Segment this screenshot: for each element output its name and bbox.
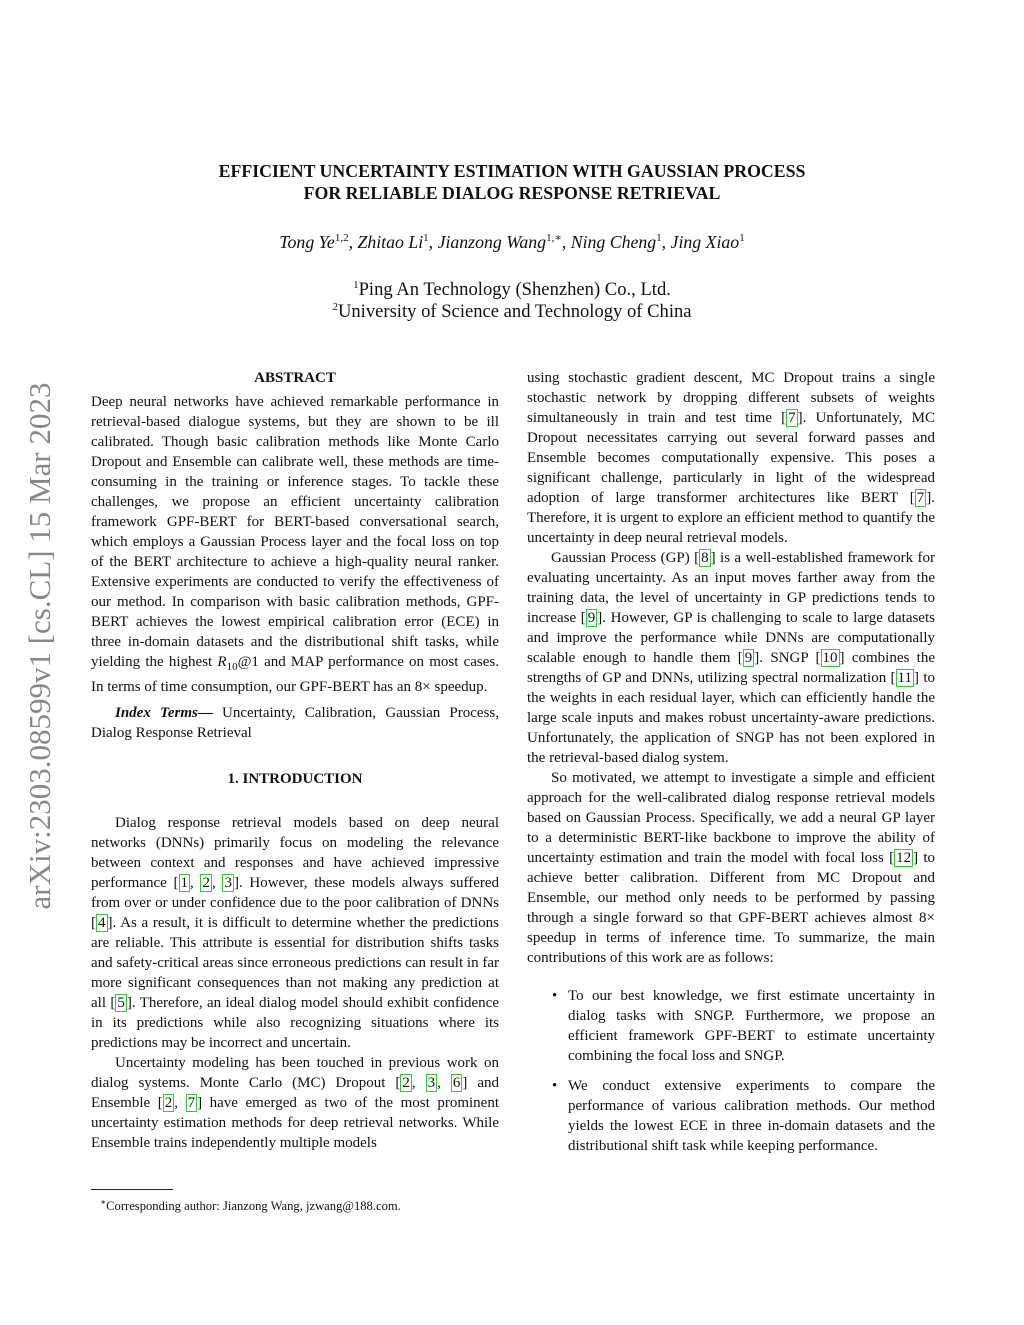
citation-link[interactable]: 7: [788, 410, 796, 426]
text: So motivated, we attempt to investigate a simple and efficient approach for the well-calibrated dialog response retrieval models based on Gaussian Process. Specifically, we add a neural GP layer to a deterministic BERT-like backbone to improve the ability of uncertainty estimation and train the model with focal loss [: [527, 770, 935, 866]
footnote-text: Corresponding author: Jianzong Wang, jzwang@188.com.: [106, 1199, 401, 1214]
citation-link[interactable]: 2: [202, 875, 210, 891]
citation-link[interactable]: 9: [587, 610, 596, 626]
contribution-item: [527, 986, 935, 1066]
title-line-1: EFFICIENT UNCERTAINTY ESTIMATION WITH GAUSSIAN PROCESS: [218, 161, 806, 181]
abstract-text: @1 and MAP performance on most cases. In terms of time consumption, our GPF-BERT has an 8× speedup.: [91, 654, 500, 695]
bullet-icon: •: [552, 988, 558, 1004]
citation-link[interactable]: 3: [427, 1075, 436, 1091]
index-terms-text: Uncertainty, Calibration, Gaussian Process, Dialog Response Retrieval: [91, 705, 499, 741]
text: Gaussian Process (GP) [: [551, 550, 700, 566]
text: using stochastic gradient descent, MC Dropout trains a single stochastic network by dropping different subsets of weights simultaneously in train and test time [: [527, 370, 935, 426]
author-affil-mark: 1: [423, 232, 429, 244]
text: ]. As a result, it is difficult to determine whether the predictions are reliable. This attribute is essential for distribution shifts tasks and safety-critical areas since erroneous predictions can result in far more significant consequences than not making any prediction at all [: [91, 915, 499, 1011]
left-column: [91, 368, 499, 1153]
citation-link[interactable]: 12: [896, 850, 912, 866]
text: ] is a well-established framework for evaluating uncertainty. As an input moves farther away from the training data, the level of uncertainty in GP predictions tends to increase [: [527, 550, 935, 626]
text: ]. Therefore, it is urgent to explore an efficient method to quantify the uncertainty in deep neural retrieval models.: [527, 490, 935, 546]
affiliation: [0, 301, 1024, 323]
author-name: Jing Xiao: [670, 231, 740, 252]
citation-link[interactable]: 4: [98, 915, 106, 931]
citation-link[interactable]: 3: [224, 875, 232, 891]
contribution-list: [527, 986, 935, 1156]
text: ]. Unfortunately, MC Dropout necessitates carrying out several forward passes and Ensemble becomes computationally expensive. This poses a significant challenge, particularly in light of the widespread adoption of large transformer architectures like BERT [: [527, 410, 935, 506]
text: ] to achieve better calibration. Different from MC Dropout and Ensemble, our method only needs to be performed by passing through a single forward so that GPF-BERT achieves almost 8× speedup in terms of inference time. To summarize, the main contributions of this work are as follows:: [527, 850, 935, 966]
footnote: [100, 1194, 401, 1214]
citation-link[interactable]: 11: [897, 670, 912, 686]
citation-link[interactable]: 2: [402, 1075, 410, 1091]
arxiv-identifier: arXiv:2303.08599v1 [cs.CL] 15 Mar 2023: [22, 382, 57, 910]
affiliation: [0, 279, 1024, 301]
author-name: Zhitao Li: [357, 231, 424, 252]
citation-link[interactable]: 8: [701, 550, 709, 566]
contribution-text: We conduct extensive experiments to compare the performance of various calibration methods. Our method yields the lowest ECE in three in-domain datasets and the distributional shift task while keeping performance.: [568, 1078, 935, 1154]
math-subscript: 10: [226, 661, 238, 673]
author-name: Jianzong Wang: [437, 231, 547, 252]
author-affil-mark: 1: [739, 232, 745, 244]
body-paragraph: [527, 368, 935, 548]
index-terms: [91, 703, 499, 743]
text: ] to the weights in each residual layer, which can efficiently handle the large scale inputs and makes robust uncertainty-aware predictions. Unfortunately, the application of SNGP has not been explored in the retrieval-based dialog system.: [527, 670, 935, 766]
text: Uncertainty modeling has been touched in previous work on dialog systems. Monte Carlo (MC) Dropout [: [91, 1055, 499, 1091]
paper-title: [0, 160, 1024, 204]
text: ] combines the strengths of GP and DNNs, utilizing spectral normalization [: [527, 650, 935, 686]
author-name: Ning Cheng: [570, 231, 657, 252]
citation-link[interactable]: 7: [916, 490, 925, 506]
intro-paragraph: Uncertainty modeling has been touched in previous work on dialog systems. Monte Carlo (MC) Dropout [ 2 , 3 , 6 ] and Ensemble [ 2 , 7 ] have emerged as two of the most prominent uncertainty estimation methods for deep retrieval networks. While Ensemble trains independently multiple models: [91, 1055, 500, 1151]
contribution-item: [527, 1076, 935, 1156]
author-name: Tong Ye: [279, 231, 335, 252]
text: ] and Ensemble [: [91, 1075, 500, 1111]
math-symbol: R: [217, 654, 227, 670]
contribution-text: To our best knowledge, we first estimate uncertainty in dialog tasks with SNGP. Furthermore, we propose an efficient framework GPF-BERT to estimate uncertainty combining the focal loss and SNGP.: [568, 988, 935, 1064]
author-affil-mark: 1,∗: [546, 232, 562, 244]
title-line-2: FOR RELIABLE DIALOG RESPONSE RETRIEVAL: [303, 183, 721, 203]
footnote-mark: ∗: [100, 1197, 107, 1207]
author-affil-mark: 1,2: [334, 232, 349, 244]
citation-link[interactable]: 5: [117, 995, 125, 1011]
intro-heading: 1. INTRODUCTION: [227, 771, 363, 787]
citation-link[interactable]: 7: [187, 1095, 196, 1111]
body-paragraph: [527, 768, 935, 968]
citation-link[interactable]: 10: [822, 650, 838, 666]
text: ]. However, these models always suffered from over or under confidence due to the poor calibration of DNNs [: [91, 875, 500, 931]
abstract-body: [91, 392, 499, 697]
citation-link[interactable]: 6: [452, 1075, 461, 1091]
math-r10: [217, 654, 238, 673]
footnote-divider: [91, 1189, 173, 1190]
bullet-icon: •: [552, 1078, 558, 1094]
affiliation-mark: 1: [353, 279, 359, 291]
citation-link[interactable]: 9: [744, 650, 753, 666]
affiliation-text: Ping An Technology (Shenzhen) Co., Ltd.: [358, 279, 671, 301]
abstract-text: Deep neural networks have achieved remarkable performance in retrieval-based dialogue systems, but they are shown to be ill calibrated. Though basic calibration methods like Monte Carlo Dropout and Ensemble can calibrate well, these methods are time-consuming in the training or inference stages. To tackle these challenges, we propose an efficient uncertainty calibration framework GPF-BERT for BERT-based conversational search, which employs a Gaussian Process layer and the focal loss on top of the BERT architecture to achieve a high-quality neural ranker. Extensive experiments are conducted to verify the effectiveness of our method. In comparison with basic calibration methods, GPF-BERT achieves the lowest empirical calibration error (ECE) in three in-domain datasets and the distributional shift tasks, while yielding the highest: [91, 394, 499, 670]
citation-link[interactable]: 2: [164, 1095, 173, 1111]
affiliation-text: University of Science and Technology of China: [337, 301, 692, 323]
text: ]. SNGP [: [754, 650, 821, 666]
text: ]. However, GP is challenging to scale to large datasets and improve the performance while DNNs are computationally scalable enough to handle them [: [527, 610, 935, 666]
text: ] have emerged as two of the most prominent uncertainty estimation methods for deep retrieval networks. While Ensemble trains independently multiple models: [91, 1095, 499, 1151]
text: ]. Therefore, an ideal dialog model should exhibit confidence in its predictions while also recognizing situations where its predictions may be incorrect and uncertain.: [91, 995, 499, 1051]
citation-link[interactable]: 1: [180, 875, 188, 891]
affiliation-mark: 2: [332, 301, 338, 313]
abstract-heading: ABSTRACT: [254, 370, 336, 386]
author-list: Tong Ye$^{1,2}$, Zhitao Li$^1$, Jianzong Wang$^{1,∗}$, Ning Cheng$^1$, Jing Xiao$^1$: [279, 231, 745, 252]
index-terms-label: Index Terms—: [115, 705, 213, 721]
text: Dialog response retrieval models based on deep neural networks (DNNs) primarily focus on modeling the relevance between context and responses and have achieved impressive performance [: [91, 815, 499, 891]
intro-paragraph: Dialog response retrieval models based on deep neural networks (DNNs) primarily focus on modeling the relevance between context and responses and have achieved impressive performance [ 1 , 2 , 3 ]. However, these models always suffered from over or under confidence due to the poor calibration of DNNs [ 4 ]. As a result, it is difficult to determine whether the predictions are reliable. This attribute is essential for distribution shifts tasks and safety-critical areas since erroneous predictions can result in far more significant consequences than not making any prediction at all [ 5 ]. Therefore, an ideal dialog model should exhibit confidence in its predictions while also recognizing situations where its predictions may be incorrect and uncertain.: [91, 815, 500, 1051]
author-affil-mark: 1: [656, 232, 662, 244]
right-column: [527, 368, 935, 1166]
body-paragraph: [527, 548, 935, 768]
